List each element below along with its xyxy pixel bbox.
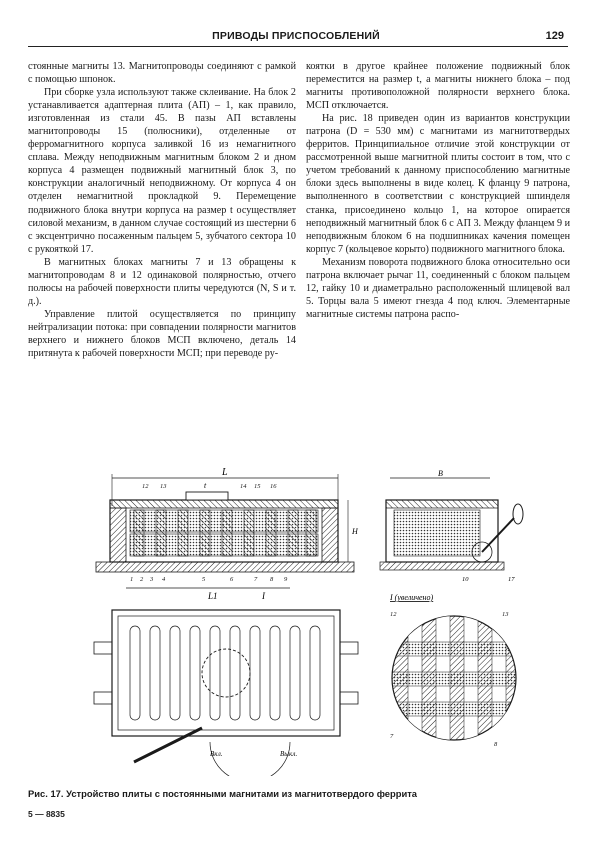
callout: 13 — [160, 483, 167, 490]
callout: 12 — [142, 483, 149, 490]
callout: 12 — [390, 611, 397, 618]
running-header — [28, 30, 564, 44]
paragraph: Механизм поворота подвижного блока относительно оси патрона включает рычаг 11, соединенный с блоком пальцем 12, гайку 10 и диаметрально расположенный шлицевой вал 5. Торцы вала 5 имеют гнезда 4 под ключ. Элементарные магнитные системы патрона распо- — [306, 256, 570, 320]
left-column — [28, 60, 296, 360]
callout: 15 — [254, 483, 261, 490]
paragraph: При сборке узла используют также склеивание. На блок 2 устанавливается адаптерная плита (АП) – 1, как правило, изготовленная из стали 45. В пазы АП вставлены магнитопроводы 15 (полюсники), отделенные от ферромагнитного корпуса заливкой 16 из немагнитного сплава. Между неподвижным магнитным блоком 2 и дном корпуса 4 размещен подвижный магнитный блок 3, по конструкции аналогичный неподвижному. От корпуса 4 он отделен немагнитной прокладкой 9. Перемещение подвижного блока внутри корпуса на размер t осуществляет силовой механизм, в данном случае состоящий из шестерни 6 с эксцентрично посаженным пальцем 5, зубчатого сектора 10 с рукояткой 17. — [28, 87, 296, 255]
callout: 16 — [270, 483, 277, 490]
right-column — [306, 60, 570, 321]
callout: 8 — [494, 741, 498, 748]
callout: 10 — [462, 576, 469, 583]
side-view — [380, 478, 523, 570]
paragraph: На рис. 18 приведен один из вариантов конструкции патрона (D = 530 мм) с магнитами из магнитотвердых ферритов. Принципиальное отличие этой конструкции от рассмотренной выше магнитной плиты состоит в том, что с учетом требований к данному приспособлению магнитные блоки здесь выполнены в виде колец. К фланцу 9 патрона, выполненного в соответствии с конструкцией шпинделя станка, присоединено кольцо 1, на которое опирается неподвижный магнитный блок 6 с АП 3. Между фланцем 9 и неподвижным блоком 6 на подшипниках качения помещен корпус 7 (кольцевое корыто) подвижного магнитного блока. — [306, 113, 570, 255]
figure-caption: Рис. 17. Устройство плиты с постоянными магнитами из магнитотвердого феррита — [28, 788, 418, 799]
callouts-bottom — [130, 576, 288, 583]
paragraph: стоянные магниты 13. Магнитопроводы соединяют с рамкой с помощью шпонок. — [28, 61, 296, 86]
dim-label-L: L — [222, 467, 228, 478]
callout: 1 — [130, 576, 134, 583]
dim-label-t: t — [204, 481, 207, 490]
paragraph: Управление плитой осуществляется по принципу нейтрализации потока: при совпадении полярности магнитов верхнего и нижнего блоков МСП включено, деталь 14 притянута к рабочей поверхности МСП; при переводе ру- — [28, 308, 296, 360]
callout: 7 — [254, 576, 258, 583]
callout: 4 — [162, 576, 166, 583]
figure-magnetic-plate — [90, 466, 560, 776]
plan-label-on: Вкл. — [210, 750, 223, 758]
callout: 9 — [284, 576, 288, 583]
callout: 2 — [140, 576, 144, 583]
signature-mark: 5 — 8835 — [28, 809, 65, 819]
callout: 3 — [150, 576, 154, 583]
callout: 8 — [270, 576, 274, 583]
callout: 14 — [240, 483, 247, 490]
callout: 7 — [390, 733, 394, 740]
header-title: ПРИВОДЫ ПРИСПОСОБЛЕНИЙ — [212, 30, 380, 42]
plan-view — [94, 610, 358, 776]
dim-label-L1: L1 — [208, 591, 218, 601]
paragraph: коятки в другое крайнее положение подвижный блок переместится на размер t, а магниты нижнего блока – под магниты противоположной полярности верхнего блока. МСП отключается. — [306, 61, 570, 112]
plan-label-off: Выкл. — [280, 750, 298, 758]
view-label-I: I — [262, 591, 265, 601]
header-rule — [28, 46, 568, 47]
page-number: 129 — [545, 30, 564, 42]
detail-caption: I (увеличено) — [390, 593, 434, 602]
dim-label-H: H — [352, 527, 358, 536]
dim-label-B: B — [438, 469, 443, 478]
callout: 13 — [502, 611, 509, 618]
callouts-top — [142, 483, 277, 490]
callout: 5 — [202, 576, 206, 583]
callout: 6 — [230, 576, 234, 583]
paragraph: В магнитных блоках магниты 7 и 13 обращены к магнитопроводам 8 и 12 одинаковой полярностью, отчего полюсы на рабочей поверхности плиты чередуются (N, S и т. д.). — [28, 256, 296, 307]
section-view — [96, 474, 354, 588]
detail-view — [392, 616, 516, 740]
callout: 17 — [508, 576, 515, 583]
